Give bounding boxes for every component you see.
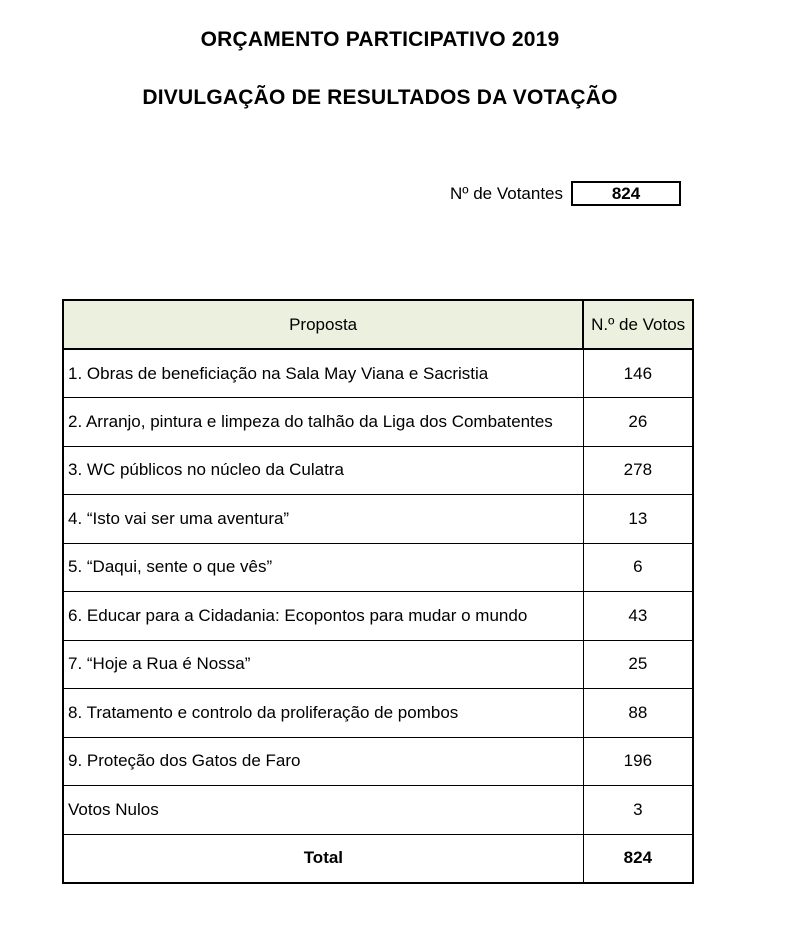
votes-cell: 196 [583, 737, 693, 786]
proposal-cell: 7. “Hoje a Rua é Nossa” [63, 640, 583, 689]
table-row [63, 737, 693, 786]
votes-cell: 3 [583, 786, 693, 835]
votantes-value: 824 [571, 181, 681, 206]
votes-cell: 25 [583, 640, 693, 689]
document-title: ORÇAMENTO PARTICIPATIVO 2019 [200, 28, 560, 51]
total-value: 824 [583, 834, 693, 883]
proposal-cell: 8. Tratamento e controlo da proliferação de pombos [63, 689, 583, 738]
proposal-cell: Votos Nulos [63, 786, 583, 835]
votes-cell: 88 [583, 689, 693, 738]
proposal-cell: 3. WC públicos no núcleo da Culatra [63, 446, 583, 495]
total-row [63, 834, 693, 883]
document-subtitle: DIVULGAÇÃO DE RESULTADOS DA VOTAÇÃO [142, 86, 618, 109]
table-row [63, 786, 693, 835]
votes-cell: 146 [583, 349, 693, 398]
votantes-label: Nº de Votantes [450, 183, 564, 203]
table-row [63, 446, 693, 495]
table-row [63, 640, 693, 689]
table-row [63, 543, 693, 592]
votes-cell: 278 [583, 446, 693, 495]
votantes-summary [450, 181, 681, 206]
proposal-cell: 9. Proteção dos Gatos de Faro [63, 737, 583, 786]
proposal-cell: 6. Educar para a Cidadania: Ecopontos para mudar o mundo [63, 592, 583, 641]
table-row [63, 689, 693, 738]
table-row [63, 495, 693, 544]
table-row [63, 349, 693, 398]
votes-cell: 6 [583, 543, 693, 592]
results-table [62, 299, 694, 884]
votes-cell: 13 [583, 495, 693, 544]
proposal-cell: 1. Obras de beneficiação na Sala May Viana e Sacristia [63, 349, 583, 398]
proposal-cell: 5. “Daqui, sente o que vês” [63, 543, 583, 592]
header-votes: N.º de Votos [583, 300, 693, 349]
table-row [63, 592, 693, 641]
proposal-cell: 4. “Isto vai ser uma aventura” [63, 495, 583, 544]
votes-cell: 26 [583, 398, 693, 447]
table-row [63, 398, 693, 447]
header-proposal: Proposta [63, 300, 583, 349]
proposal-cell: 2. Arranjo, pintura e limpeza do talhão da Liga dos Combatentes [63, 398, 583, 447]
table-header-row [63, 300, 693, 349]
total-label: Total [63, 834, 583, 883]
votes-cell: 43 [583, 592, 693, 641]
